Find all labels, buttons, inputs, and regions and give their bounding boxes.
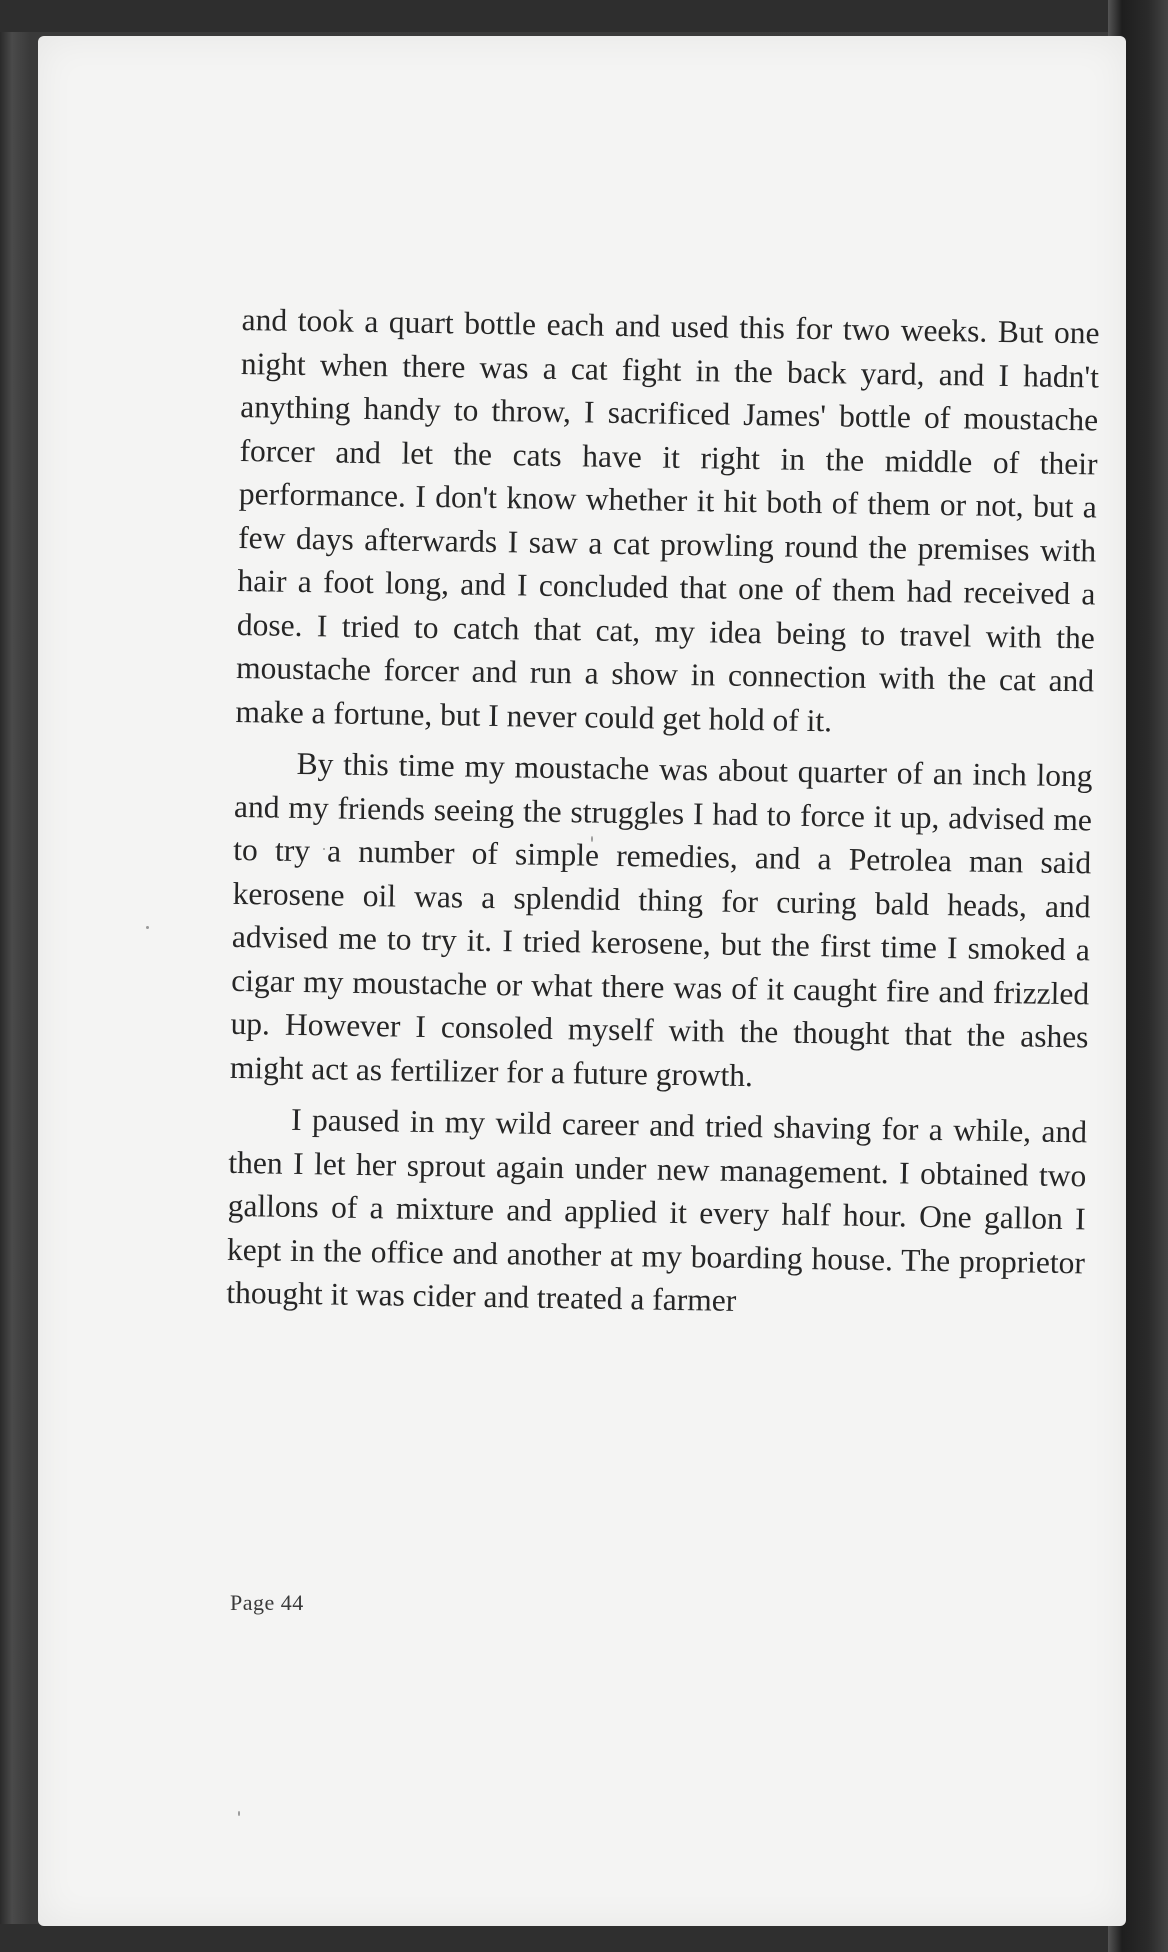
page-number: Page 44 xyxy=(230,1590,304,1615)
scan-bottom-edge xyxy=(0,1924,1168,1952)
body-text xyxy=(226,298,1100,1336)
paper-speck xyxy=(238,1811,240,1816)
paragraph: By this time my moustache was about quarter of an inch long and my friends seeing the struggles I had to force it up, advised me to try a number of simple remedies, and a Petrolea man said kerosene oil was a splendid thing for curing bald heads, and advised me to try it. I tried kerosene, but the first time I smoked a cigar my moustache or what there was of it caught fire and frizzled up. However I consoled myself with the thought that the ashes might act as fertilizer for a future growth. xyxy=(229,745,1093,1093)
paragraph: and took a quart bottle each and used this for two weeks. But one night when there was a cat fight in the back yard, and I hadn't anything handy to throw, I sacrificed James' bottle of moustache forcer and let the cats have it right in the middle of their performance. I don't know whether it hit both of them or not, but a few days afterwards I saw a cat prowling round the premises with hair a foot long, and I concluded that one of them had received a dose. I tried to catch that cat, my idea being to travel with the moustache forcer and run a show in connection with the cat and make a fortune, but I never could get hold of it. xyxy=(235,301,1100,738)
paper-speck xyxy=(146,926,149,929)
paragraph: I paused in my wild career and tried shaving for a while, and then I let her sprout again under new management. I obtained two gallons of a mixture and applied it every half hour. One gallon I kept in the office and another at my boarding house. The proprietor thought it was cider and treated a farmer xyxy=(226,1101,1088,1318)
scan-top-edge xyxy=(0,0,1168,32)
